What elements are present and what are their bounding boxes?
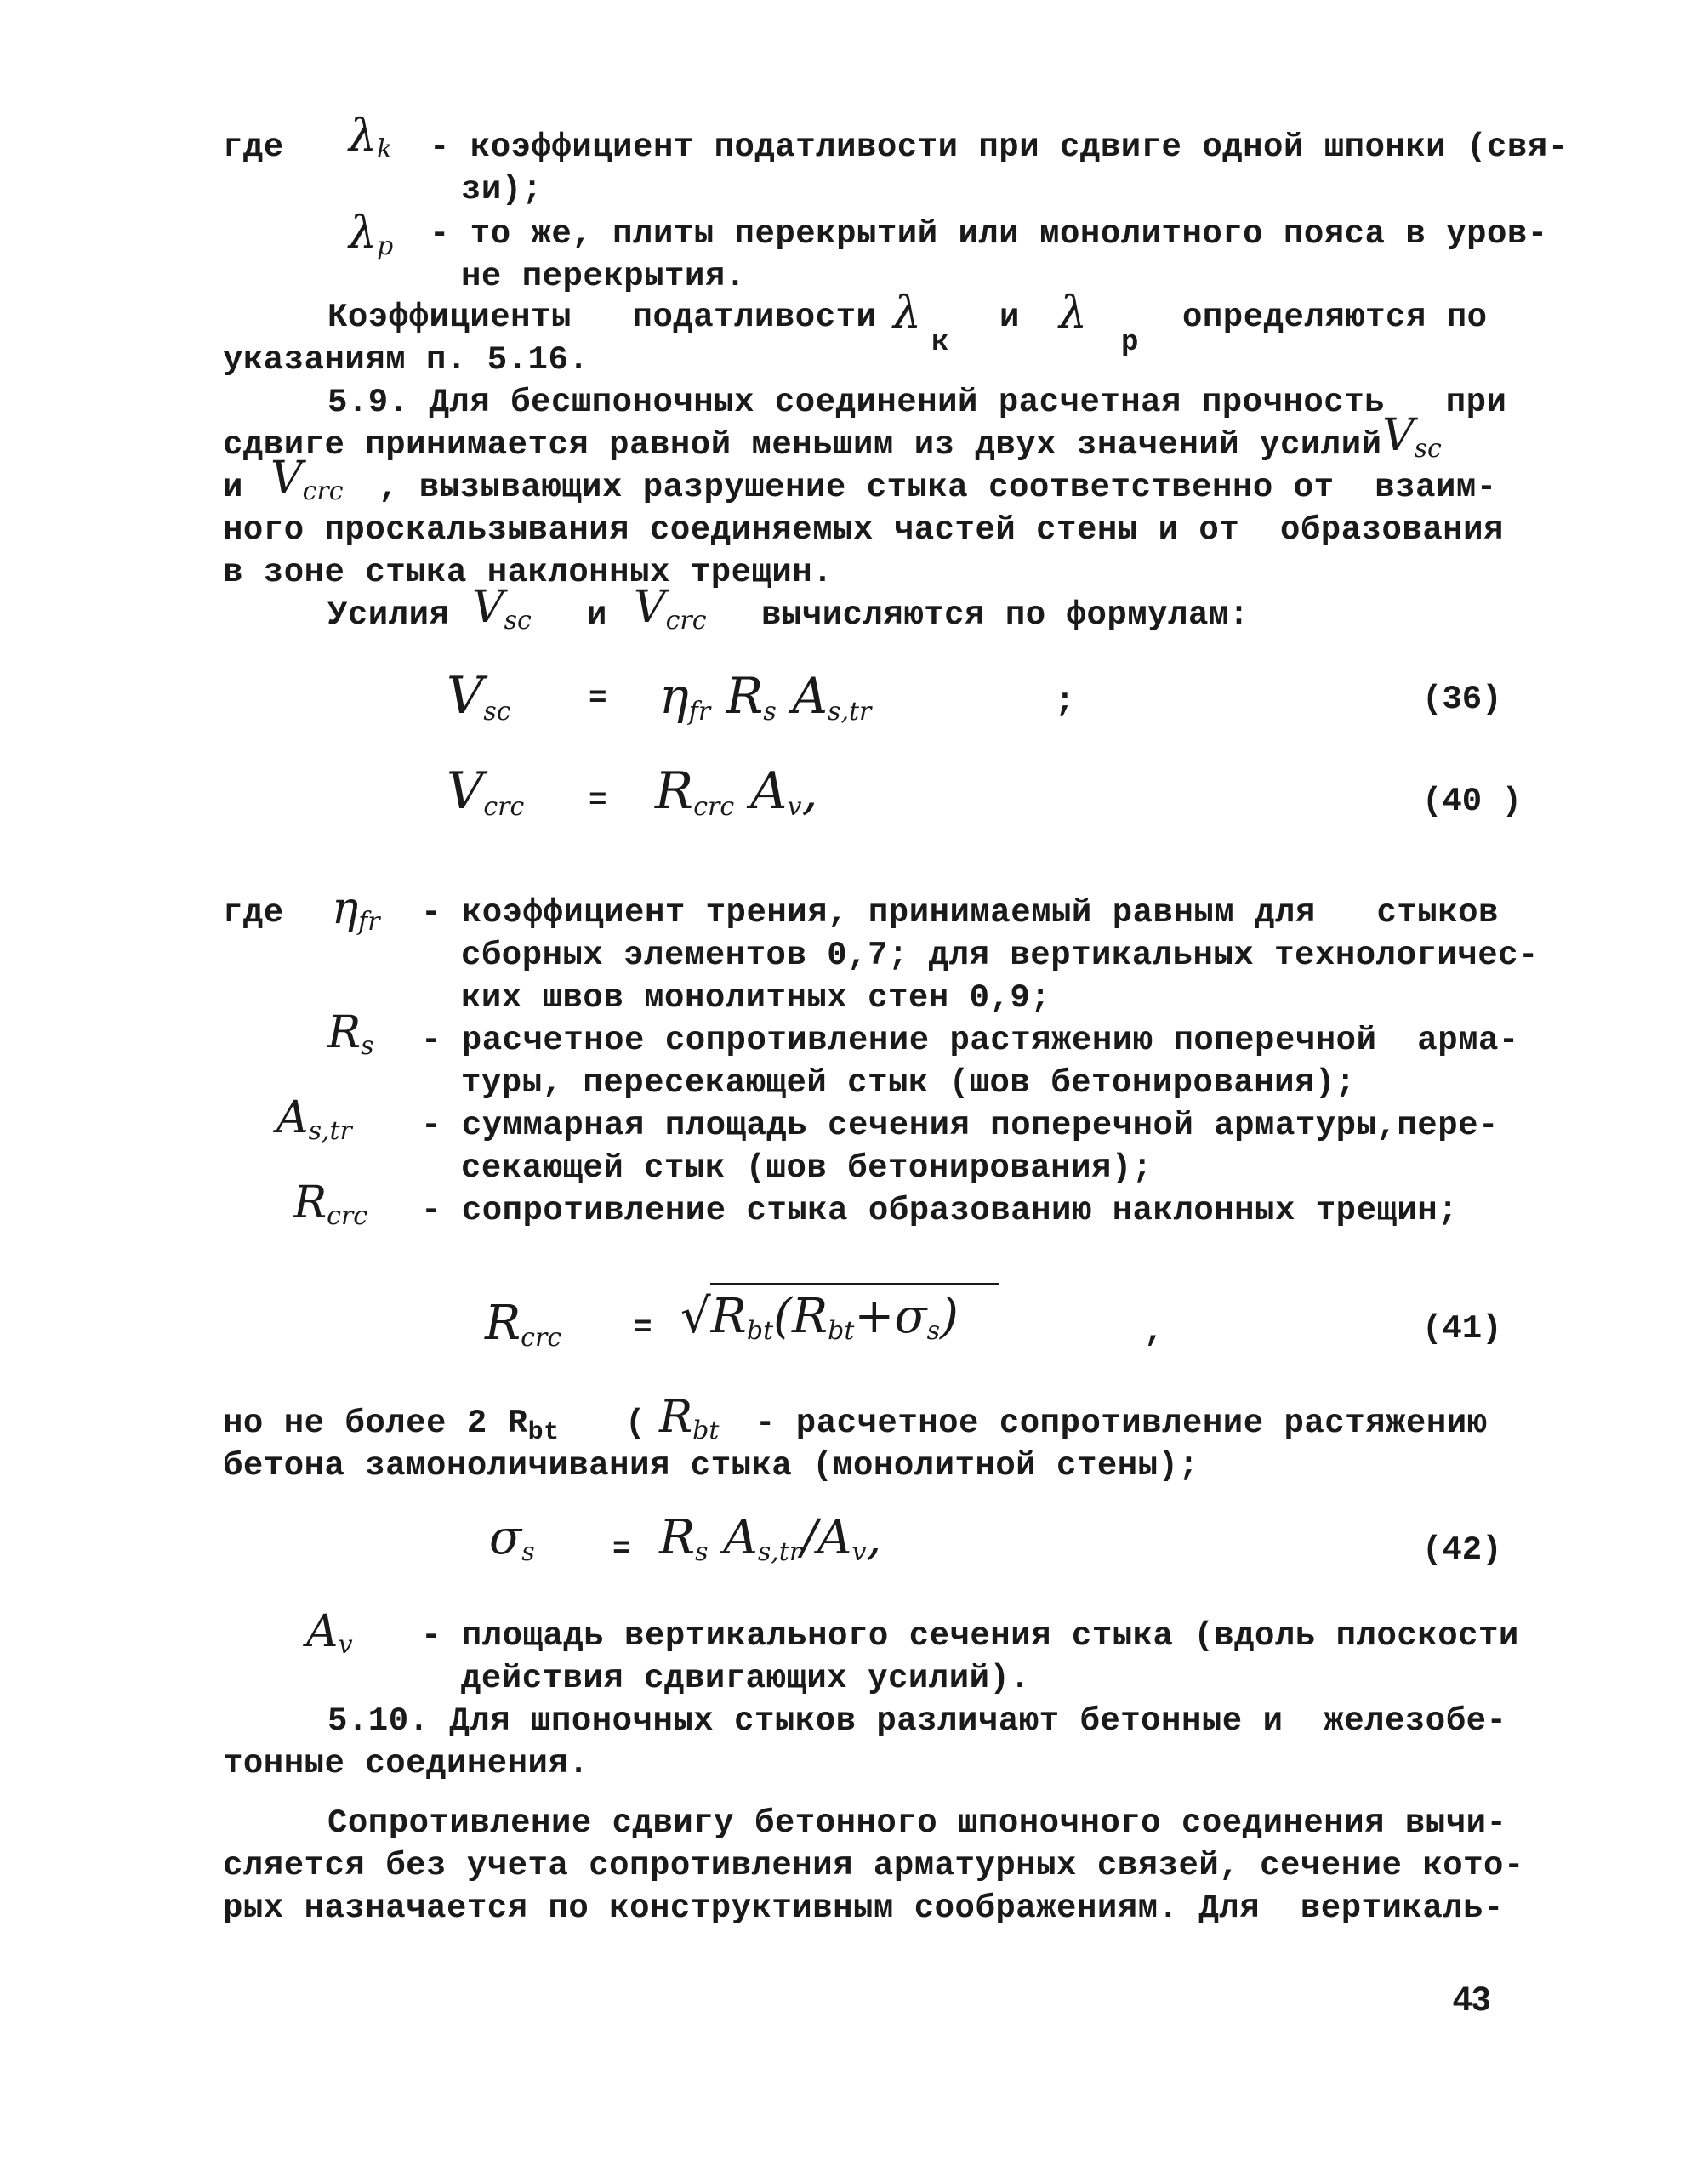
coef-lambda-p-sub: р	[1121, 327, 1139, 359]
coef-lambda-p: λ	[1059, 288, 1087, 339]
eq41-equals: =	[634, 1310, 652, 1345]
eq41-rhs: $√R_{bt}(R_{bt}+\sigma_s)$	[680, 1289, 959, 1346]
eq36-number: (36)	[1422, 681, 1502, 718]
eq36-equals: =	[589, 681, 607, 715]
eq42-lhs: $\sigma_s$	[489, 1510, 535, 1567]
def-as-1: - суммарная площадь сечения поперечной арматуры,пере-	[421, 1107, 1499, 1144]
p59-line-1: 5.9. Для бесшпоночных соединений расчетная прочность при	[327, 384, 1507, 421]
eq41-number: (41)	[1422, 1310, 1502, 1348]
word-gde-2: где	[223, 894, 284, 932]
p59-line-4: ного проскальзывания соединяемых частей стены и от образования	[223, 511, 1504, 549]
eq41-lhs: $R_{crc}$	[485, 1296, 562, 1353]
p59-line-5: в зоне стыка наклонных трещин.	[223, 554, 834, 591]
lambda-k-symbol: $\lambda_k$	[349, 111, 393, 164]
eq41-root-bar	[710, 1283, 999, 1285]
eq40-number: (40 )	[1422, 783, 1523, 820]
p59-line-3: , вызывающих разрушение стыка соответственно от взаим-	[379, 469, 1497, 506]
eq40-rhs: $R_{crc}$ $A_v$,	[655, 761, 818, 822]
eq36-lhs: $V_{sc}$	[447, 666, 511, 727]
def-as-2: секающей стык (шов бетонирования);	[461, 1149, 1153, 1187]
eq36-rhs: $\eta_{fr}$ $R_s$ $A_{s,tr}$	[659, 667, 872, 727]
nb-paren: (	[625, 1405, 646, 1442]
forces-text: Усилия	[327, 596, 450, 634]
eq42-equals: =	[612, 1531, 631, 1566]
eq40-lhs: $V_{crc}$	[447, 761, 525, 822]
coef-lambda-k: λ	[893, 288, 921, 339]
lambda-k-description-1: - коэффициент податливости при сдвиге одной шпонки (свя-	[430, 128, 1569, 166]
forces-and: и	[587, 596, 607, 634]
def-eta-symbol: $\eta_{fr}$	[332, 883, 380, 937]
def-av-symbol: $A_v$	[306, 1606, 353, 1660]
p510-line-1: 5.10. Для шпоночных стыков различают бетонные и железобе-	[327, 1702, 1507, 1740]
p59-line-3-and: и	[223, 469, 243, 506]
eq40-equals: =	[589, 783, 607, 818]
def-as-symbol: $A_{s,tr}$	[276, 1092, 352, 1146]
p510-line-4: сляется без учета сопротивления арматурных связей, сечение кото-	[223, 1847, 1524, 1884]
eq42-rhs: $R_s$ $A_{s,tr}/A_v$,	[659, 1510, 882, 1567]
eq41-comma: ,	[1144, 1313, 1164, 1350]
def-av-2: действия сдвигающих усилий).	[461, 1660, 1031, 1697]
lambda-p-description-2: не перекрытия.	[461, 258, 746, 295]
nb-line-1a: но не более 2 $R_{bt}$	[223, 1405, 560, 1447]
forces-text-2: вычисляются по формулам:	[761, 596, 1250, 634]
word-gde: где	[223, 128, 284, 166]
lambda-k-description-2: зи);	[461, 171, 543, 208]
coefficients-text-3: указаниям п. 5.16.	[223, 341, 589, 379]
p59-vcrc: $V_{crc}$	[270, 453, 344, 506]
coef-and: и	[999, 299, 1020, 336]
forces-vcrc: $V_{crc}$	[634, 582, 707, 635]
page-number: 43	[1453, 1980, 1491, 2018]
eq36-semicolon: ;	[1055, 683, 1075, 721]
p59-vsc: $V_{sc}$	[1382, 410, 1442, 464]
nb-line-2: бетона замоноличивания стыка (монолитной стены);	[223, 1447, 1199, 1485]
def-av-1: - площадь вертикального сечения стыка (вдоль плоскости	[421, 1617, 1519, 1655]
lambda-p-symbol: $\lambda_p$	[349, 208, 394, 261]
p510-line-2: тонные соединения.	[223, 1745, 589, 1782]
p510-line-5: рых назначается по конструктивным соображениям. Для вертикаль-	[223, 1889, 1504, 1927]
p59-line-2: сдвиге принимается равной меньшим из двух значений усилий	[223, 426, 1382, 464]
nb-line-1c: - расчетное сопротивление растяжению	[755, 1405, 1488, 1442]
p510-line-3: Сопротивление сдвигу бетонного шпоночного соединения вычи-	[327, 1804, 1507, 1842]
def-eta-1: - коэффициент трения, принимаемый равным для стыков	[421, 894, 1499, 932]
def-rs-symbol: $R_s$	[327, 1007, 374, 1061]
def-rs-2: туры, пересекающей стык (шов бетонирования);	[461, 1064, 1356, 1102]
def-rs-1: - расчетное сопротивление растяжению поперечной арма-	[421, 1022, 1519, 1059]
def-eta-2: сборных элементов 0,7; для вертикальных технологичес-	[461, 937, 1539, 974]
coefficients-text-2: определяются по	[1182, 299, 1488, 336]
def-rcrc-1: - сопротивление стыка образованию наклонных трещин;	[421, 1192, 1459, 1229]
nb-rbt-symbol: $R_{bt}$	[659, 1392, 720, 1445]
def-rcrc-symbol: $R_{crc}$	[293, 1177, 368, 1231]
forces-vsc: $V_{sc}$	[472, 582, 532, 635]
coef-lambda-k-sub: к	[931, 327, 949, 359]
def-eta-3: ких швов монолитных стен 0,9;	[461, 979, 1051, 1017]
lambda-p-description-1: - то же, плиты перекрытий или монолитного пояса в уров-	[430, 215, 1548, 253]
eq42-number: (42)	[1422, 1531, 1502, 1569]
coefficients-text: Коэффициенты податливости	[327, 299, 877, 336]
